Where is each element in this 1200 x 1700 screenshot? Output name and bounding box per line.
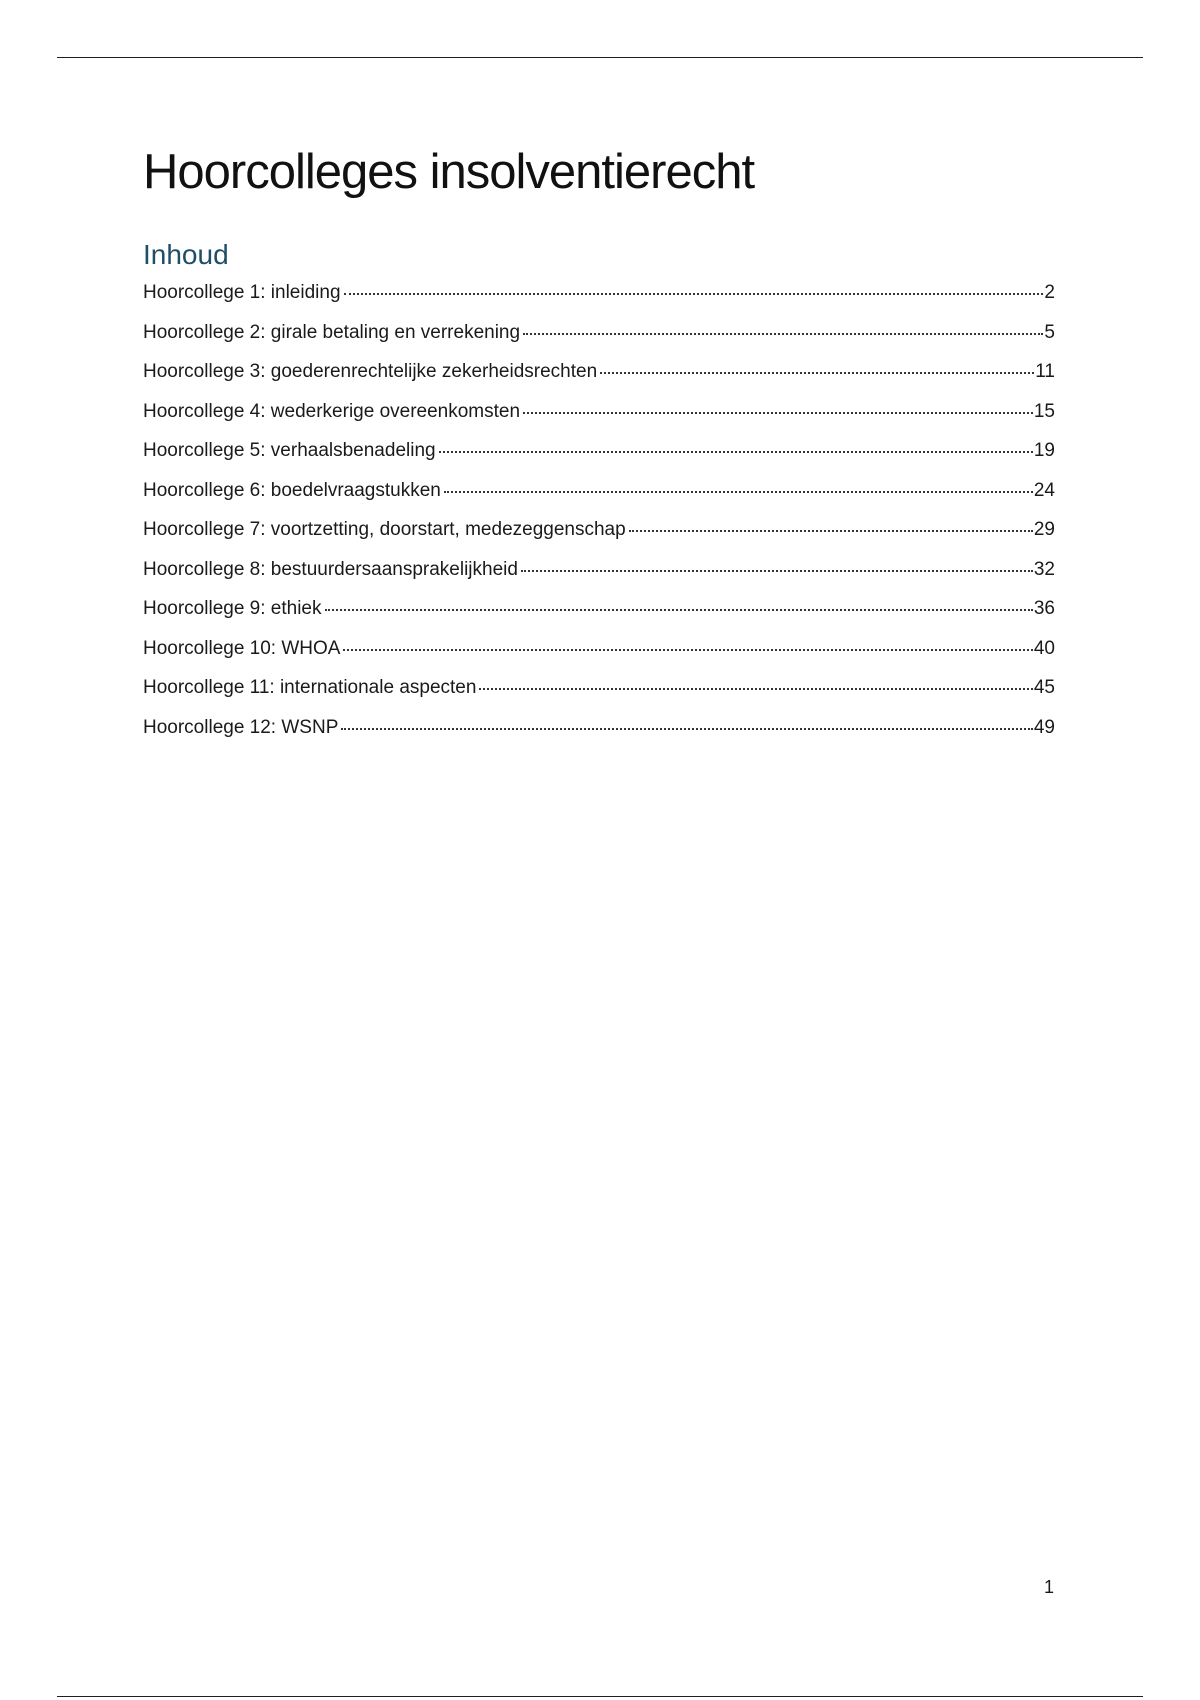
toc-dot-leader <box>523 318 1043 338</box>
toc-entry-label: Hoorcollege 8: bestuurdersaansprakelijkheid <box>143 558 518 580</box>
toc-entry-label: Hoorcollege 7: voortzetting, doorstart, medezeggenschap <box>143 519 626 540</box>
toc-entry[interactable] <box>143 555 1055 595</box>
toc-entry[interactable] <box>143 515 1055 555</box>
toc-entry[interactable] <box>143 397 1055 437</box>
toc-dot-leader <box>479 673 1032 693</box>
toc-dot-leader <box>600 357 1034 377</box>
toc-entry-label: Hoorcollege 10: WHOA <box>143 637 341 659</box>
page-number: 1 <box>1043 1577 1054 1597</box>
toc-entry-label: Hoorcollege 9: ethiek <box>143 598 322 619</box>
toc-entry-label: Hoorcollege 12: WSNP <box>143 716 339 738</box>
toc-dot-leader <box>439 436 1033 456</box>
toc-entry-page: 11 <box>1035 361 1055 382</box>
toc-entry[interactable] <box>143 436 1055 476</box>
toc-entry-page: 29 <box>1033 519 1055 540</box>
toc-dot-leader <box>325 594 1033 614</box>
header-rule <box>57 57 1143 58</box>
toc-dot-leader <box>344 278 1044 298</box>
toc-entry-page: 24 <box>1033 479 1055 501</box>
toc-entry-page: 36 <box>1033 598 1055 619</box>
toc-entry-page: 2 <box>1044 282 1055 303</box>
toc-dot-leader <box>343 634 1032 654</box>
toc-entry-label: Hoorcollege 5: verhaalsbenadeling <box>143 440 436 461</box>
toc-dot-leader <box>523 397 1033 417</box>
footer-rule <box>57 1696 1143 1697</box>
toc-heading: Inhoud <box>143 239 229 270</box>
toc-dot-leader <box>444 476 1033 496</box>
toc-entry-page: 15 <box>1033 400 1055 422</box>
toc-entry[interactable] <box>143 594 1055 634</box>
toc-entry[interactable] <box>143 278 1055 318</box>
toc-dot-leader <box>341 713 1032 733</box>
document-title: Hoorcolleges insolventierecht <box>143 145 755 199</box>
toc-entry-label: Hoorcollege 11: internationale aspecten <box>143 677 477 698</box>
toc-entry-page: 45 <box>1033 677 1055 698</box>
toc-entry[interactable] <box>143 634 1055 674</box>
toc-entry-page: 32 <box>1033 558 1055 580</box>
toc-entry[interactable] <box>143 713 1055 753</box>
toc-entry-page: 40 <box>1033 637 1055 659</box>
toc-dot-leader <box>629 515 1033 535</box>
toc-entry[interactable] <box>143 673 1055 713</box>
toc-entry-label: Hoorcollege 3: goederenrechtelijke zekerheidsrechten <box>143 361 598 382</box>
toc-entry[interactable] <box>143 357 1055 397</box>
table-of-contents <box>143 278 1055 752</box>
toc-entry-label: Hoorcollege 2: girale betaling en verrekening <box>143 321 521 343</box>
toc-entry-label: Hoorcollege 1: inleiding <box>143 282 341 303</box>
toc-entry-label: Hoorcollege 6: boedelvraagstukken <box>143 479 441 501</box>
toc-entry[interactable] <box>143 476 1055 516</box>
toc-entry-label: Hoorcollege 4: wederkerige overeenkomsten <box>143 400 521 422</box>
toc-entry-page: 19 <box>1033 440 1055 461</box>
toc-entry-page: 5 <box>1044 321 1055 343</box>
toc-entry[interactable] <box>143 318 1055 358</box>
toc-dot-leader <box>521 555 1033 575</box>
toc-entry-page: 49 <box>1033 716 1055 738</box>
